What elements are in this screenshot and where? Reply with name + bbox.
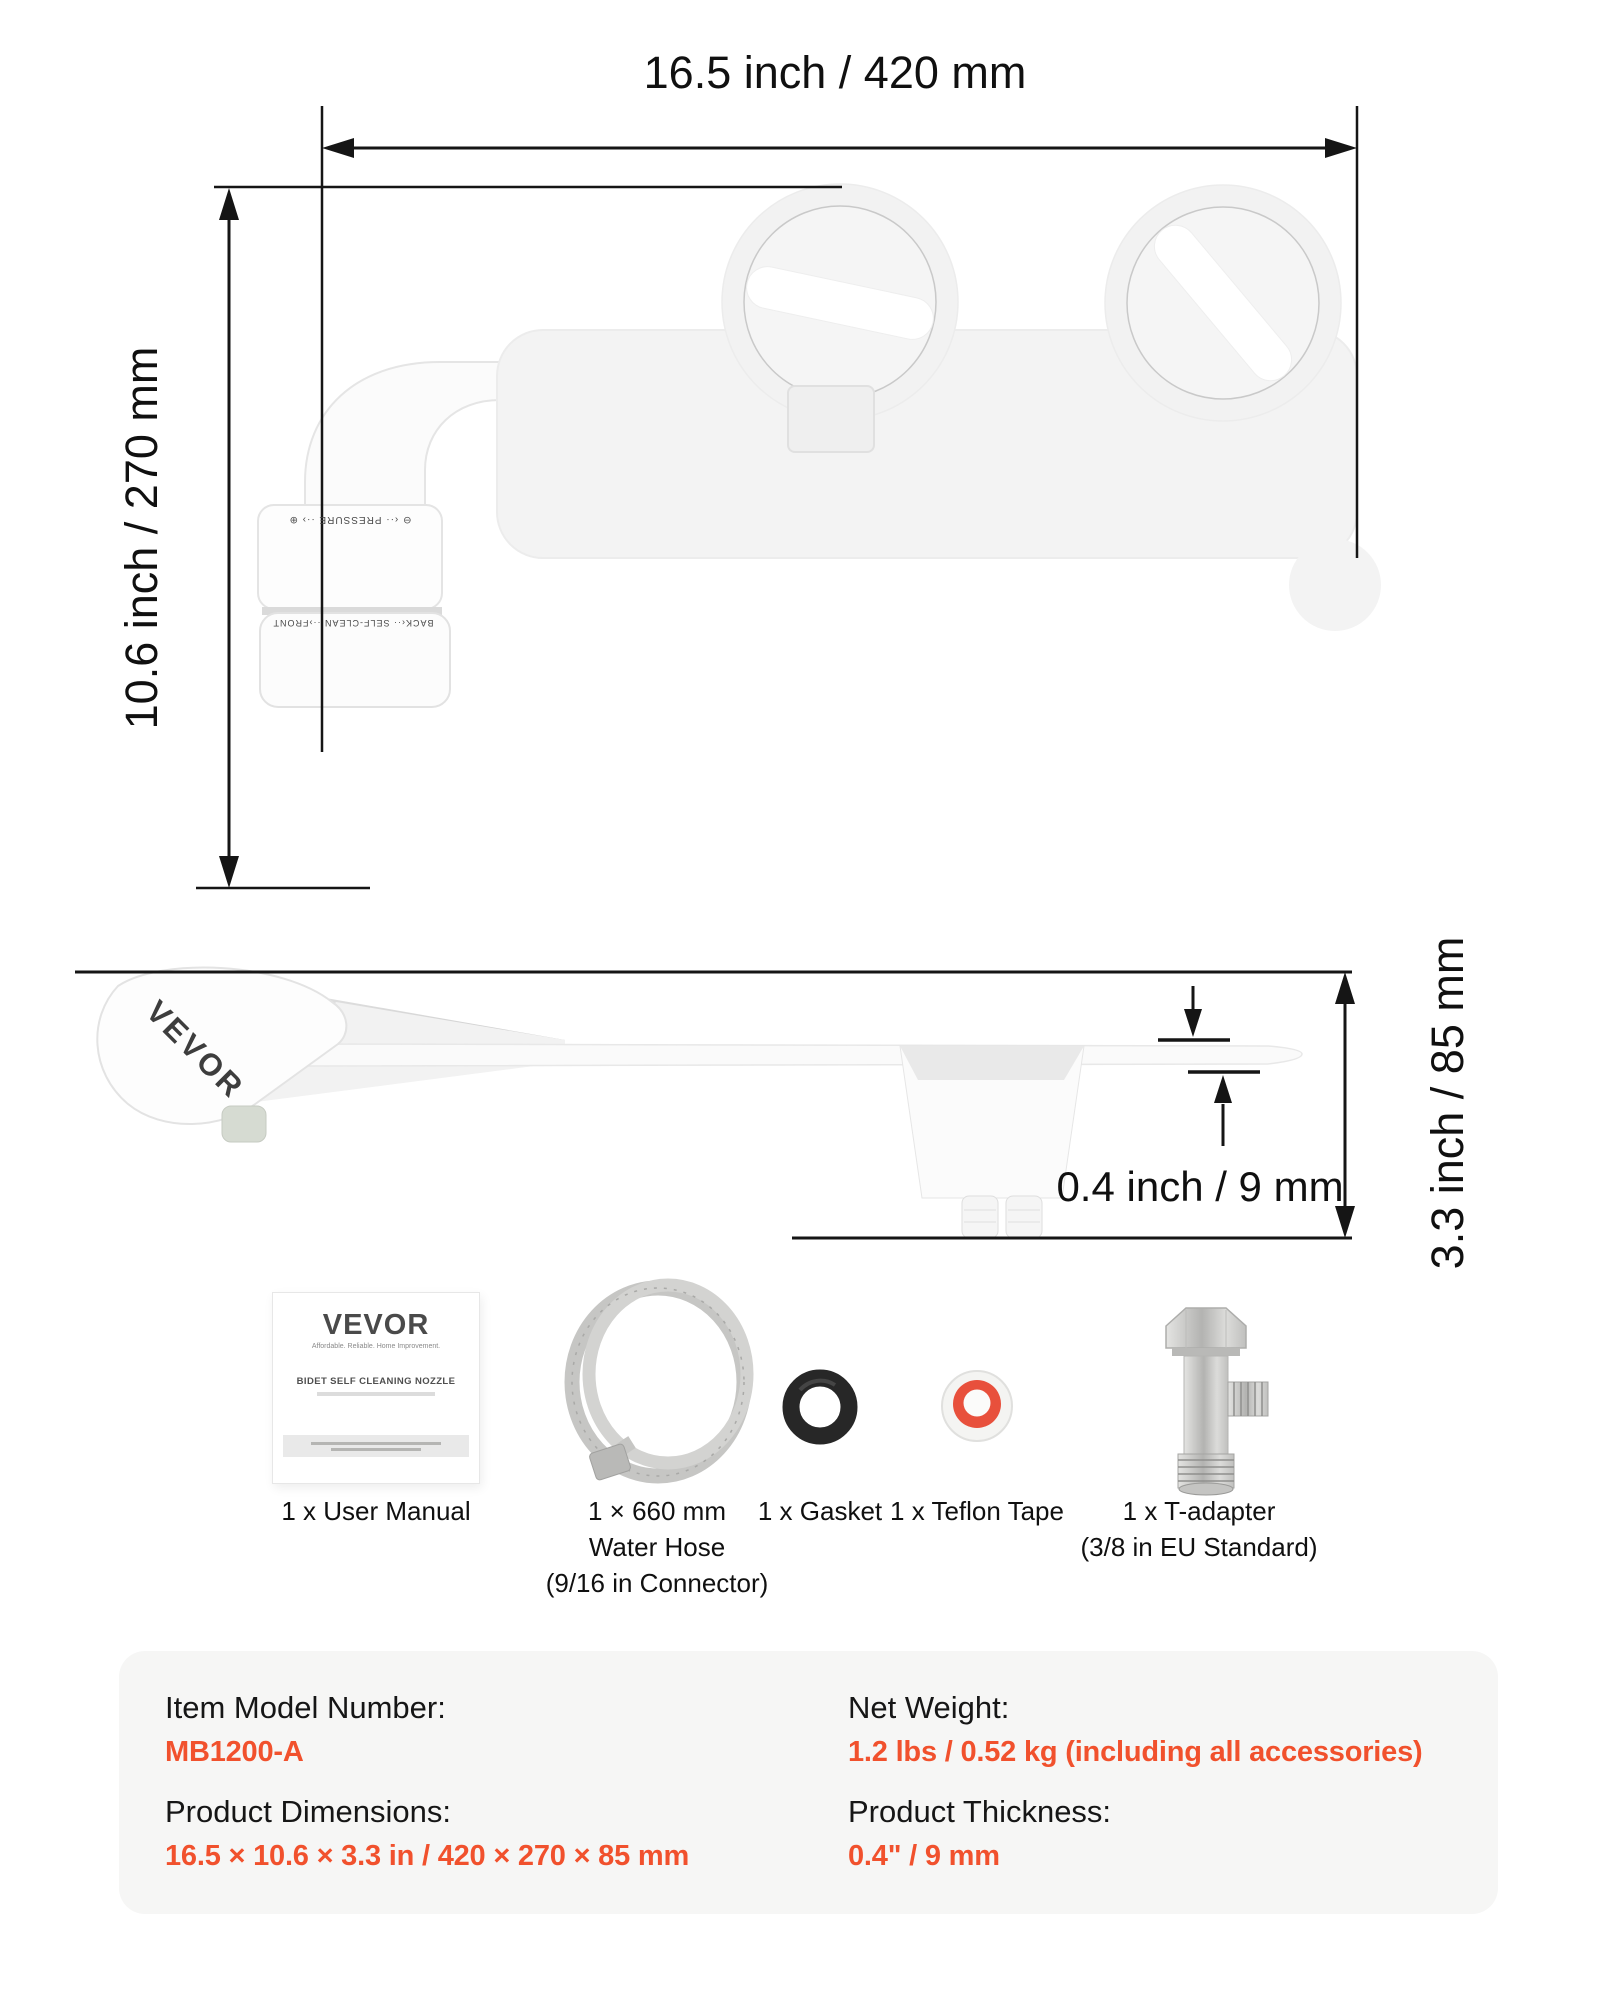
spec-dimensions-value: 16.5 × 10.6 × 3.3 in / 420 × 270 × 85 mm: [165, 1840, 690, 1872]
spec-thickness-value: 0.4" / 9 mm: [848, 1840, 1000, 1872]
label-hose-line2: Water Hose: [588, 1532, 726, 1562]
top-view-product: [258, 184, 1381, 707]
label-hose-line3: (9/16 in Connector): [545, 1568, 769, 1598]
label-t-adapter-line2: (3/8 in EU Standard): [1080, 1532, 1318, 1562]
manual-tagline: Affordable. Reliable. Home Improvement.: [311, 1343, 441, 1350]
t-adapter-image: [1166, 1308, 1268, 1495]
label-t-adapter-line1: 1 x T-adapter: [1122, 1496, 1276, 1526]
label-hose-line1: 1 × 660 mm: [587, 1496, 727, 1526]
hose-connectors: [962, 1196, 1042, 1238]
spec-weight-label: Net Weight:: [848, 1690, 1010, 1725]
label-gasket: 1 x Gasket: [757, 1496, 883, 1526]
dim-label-thickness: 0.4 inch / 9 mm: [1056, 1163, 1344, 1210]
inlet-block-top: [900, 1046, 1084, 1080]
nozzle-tip: [222, 1106, 266, 1142]
manual-brand: VEVOR: [322, 1309, 430, 1341]
selfclean-knob-label: BACK‹·· SELF-CLEAN ··›FRONT: [272, 618, 434, 628]
dim-label-height-sideview: 3.3 inch / 85 mm: [1422, 936, 1473, 1270]
label-teflon-tape: 1 x Teflon Tape: [890, 1496, 1064, 1526]
manual-title: BIDET SELF CLEANING NOZZLE: [296, 1376, 456, 1387]
elbow-pipe: [305, 362, 500, 516]
water-hose-image: [572, 1285, 747, 1481]
spec-model-value: MB1200-A: [165, 1736, 304, 1768]
thin-plate-side: [300, 1044, 1302, 1066]
dim-label-height-topview: 10.6 inch / 270 mm: [116, 346, 167, 730]
manual-footer-band: [283, 1435, 469, 1457]
manual-model-line: [317, 1392, 435, 1396]
plate-right-lobe: [1289, 539, 1381, 631]
spec-weight-value: 1.2 lbs / 0.52 kg (including all accessories): [848, 1736, 1423, 1768]
spec-dimensions-label: Product Dimensions:: [165, 1794, 452, 1829]
gasket-image: [791, 1378, 849, 1436]
pressure-knob-label: ⊖ ‹·· PRESSURE ··› ⊕: [288, 514, 412, 525]
spec-thickness-label: Product Thickness:: [848, 1794, 1112, 1829]
dim-label-width: 16.5 inch / 420 mm: [643, 47, 1027, 98]
teflon-tape-image: [942, 1371, 1012, 1441]
spec-model-label: Item Model Number:: [165, 1690, 446, 1725]
mounting-tab: [788, 386, 874, 452]
label-user-manual: 1 x User Manual: [281, 1496, 471, 1526]
user-manual-card: [272, 1292, 480, 1484]
vevor-logo: VEVOR: [139, 993, 252, 1106]
